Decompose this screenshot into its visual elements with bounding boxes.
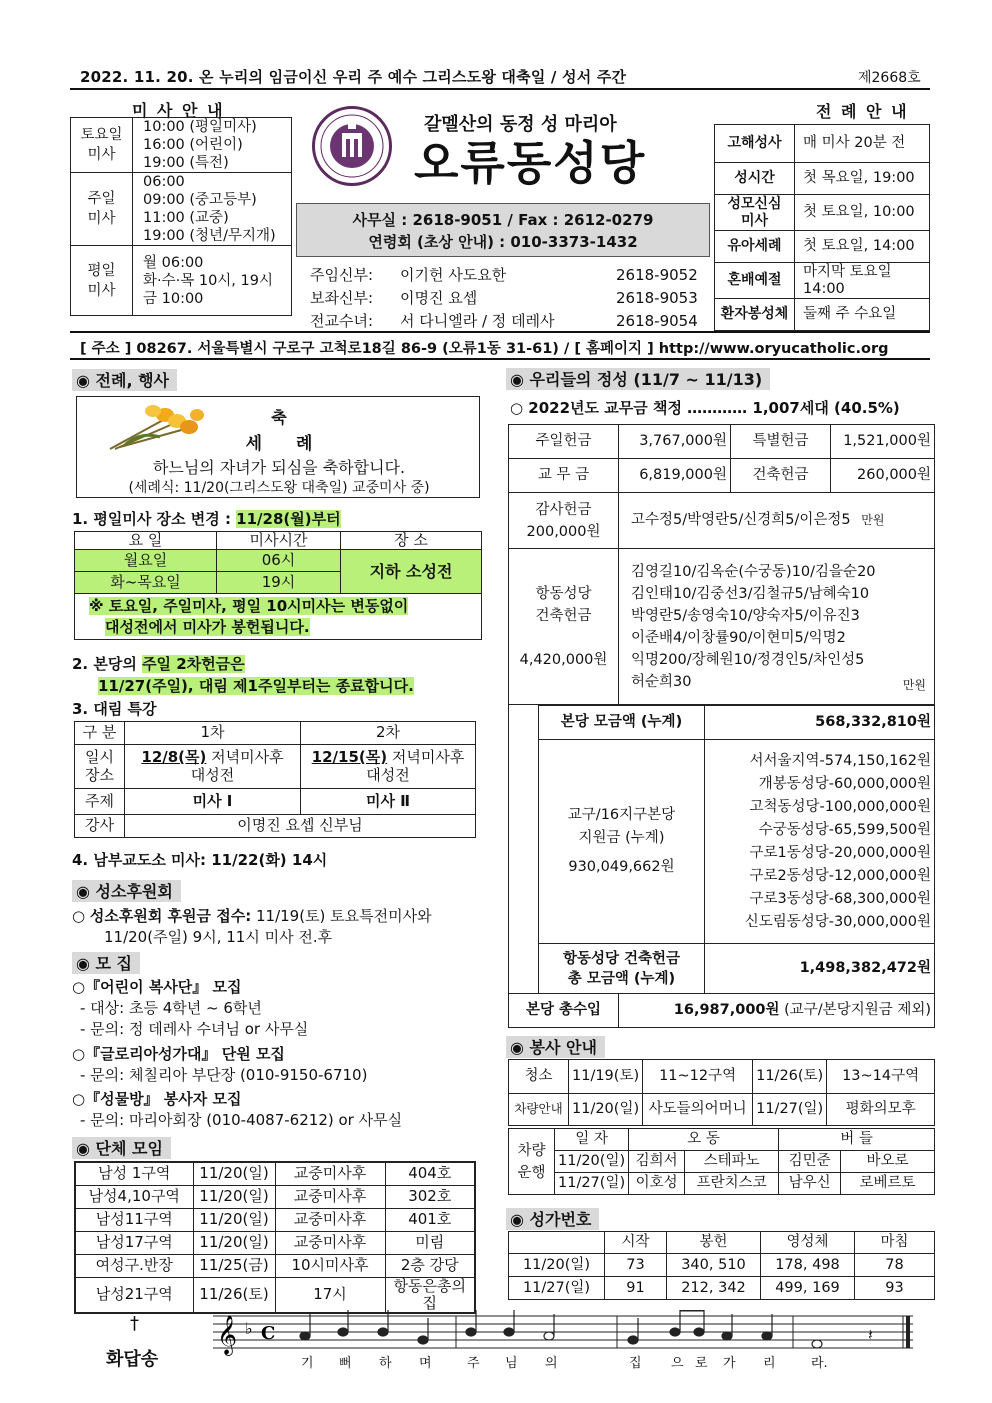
sh-r1-date: 11/20(일) — [555, 1151, 629, 1173]
hymn-head: 시작 — [605, 1232, 667, 1254]
hymn-cell: 73 — [605, 1254, 667, 1277]
lt-theme-2: 미사 Ⅱ — [301, 789, 476, 815]
mass-day: 주일 미사 — [71, 173, 133, 246]
wm-note-1: ※ 토요일, 주일미사, 평일 10시미사는 변동없이 — [89, 596, 409, 615]
sh-r2-a: 이호성 — [629, 1173, 685, 1195]
notice-1-title: 1. 평일미사 장소 변경 : — [72, 510, 237, 528]
lt-c1-date: 12/8(목) — [141, 748, 207, 767]
support-parish-line: 구로2동성당-12,000,000원 — [749, 867, 931, 884]
liturgy-key: 환자봉성체 — [715, 299, 795, 331]
note — [670, 1328, 680, 1336]
recruit-list — [72, 977, 402, 1131]
liturgy-key: 유아세례 — [715, 231, 795, 263]
of-r1-v2: 1,521,000원 — [831, 425, 935, 459]
lyric-syllable: 로 — [695, 1356, 708, 1371]
baptism-t3: 하느님의 자녀가 되심을 축하합니다. — [152, 458, 406, 477]
note — [418, 1336, 428, 1344]
of-thanks-unit: 만원 — [861, 513, 885, 528]
service-title: ◉ 봉사 안내 — [506, 1036, 605, 1058]
group-cell: 남성 1구역 — [75, 1162, 193, 1185]
group-row — [75, 1277, 475, 1313]
svg-text:♭: ♭ — [245, 1319, 253, 1338]
of-total-key: 본당 모금액 (누계) — [539, 706, 705, 740]
sh-key: 차량 운행 — [509, 1129, 555, 1195]
rest: 𝄽 — [868, 1325, 873, 1344]
hymn-cell: 499, 169 — [761, 1277, 855, 1300]
lyric-syllable: 리 — [763, 1356, 776, 1371]
group-cell: 교중미사후 — [275, 1208, 385, 1231]
top-rule — [70, 331, 930, 333]
hymn-title: ◉ 성가번호 — [506, 1208, 599, 1230]
group-cell: 302호 — [385, 1185, 475, 1208]
lyric-syllable: 기 — [301, 1356, 314, 1371]
build-donor-line: 이준배4/이창률90/이현미5/익명2 — [631, 629, 846, 646]
wm-day-1: 월요일 — [75, 550, 217, 572]
notice-3-title: 3. 대림 특강 — [72, 700, 157, 718]
weekday-mass-table — [74, 531, 482, 640]
staff-list — [310, 264, 710, 333]
association-phone: 연령회 (초상 안내) : 010-3373-1432 — [368, 233, 638, 251]
mass-times: 10:00 (평일미사) 16:00 (어린이) 19:00 (특전) — [133, 118, 292, 173]
lyric-syllable: 라. — [811, 1356, 828, 1371]
parish-seal — [312, 106, 392, 186]
parish-name: 오류동성당 — [414, 136, 647, 190]
support-parish-line: 수궁동성당-65,599,500원 — [758, 821, 931, 838]
lt-c1-time: 저녁미사후 — [206, 748, 284, 767]
date-line: 2022. 11. 20. 온 누리의 임금이신 우리 주 예수 그리스도왕 대축일 / 성서 주간 — [80, 68, 627, 86]
lt-c2-time: 저녁미사후 — [387, 748, 465, 767]
build-unit: 만원 — [902, 678, 926, 692]
psalm-lyrics — [213, 1352, 913, 1372]
group-cell: 교중미사후 — [275, 1231, 385, 1254]
note — [300, 1332, 310, 1340]
baptism-t2: 세 례 — [245, 434, 313, 454]
of-sub-list — [705, 740, 935, 944]
sv-clean-d2: 11/26(토) — [753, 1060, 827, 1094]
lecture-table — [74, 721, 476, 838]
sh-r2-c: 남우신 — [779, 1173, 841, 1195]
staff-name: 이명진 요셉 — [400, 289, 478, 307]
group-row — [75, 1162, 475, 1185]
build-donor-line: 박영란5/송영숙10/양숙자5/이유진3 — [631, 607, 860, 624]
group-cell: 11/20(일) — [193, 1231, 275, 1254]
recruit-1-b: - 문의: 정 데레사 수녀님 or 사무실 — [80, 1020, 309, 1038]
note — [722, 1332, 732, 1340]
support-title: ◉ 성소후원회 — [72, 880, 181, 902]
lt-h2: 1차 — [125, 722, 301, 745]
support-detail: 11/19(토) 토요특전미사와 — [251, 907, 432, 925]
groups-title: ◉ 단체 모임 — [72, 1137, 171, 1159]
of-r2-v1: 6,819,000원 — [619, 459, 731, 493]
of-grand-val: 1,498,382,472원 — [705, 944, 935, 994]
staff-name: 이기헌 사도요한 — [400, 266, 507, 284]
sv-clean-v2: 13~14구역 — [827, 1060, 935, 1094]
hymn-cell: 178, 498 — [761, 1254, 855, 1277]
offer-left-line — [508, 705, 509, 993]
of-sub-key: 교구/16지구본당 지원금 (누계) — [567, 807, 676, 846]
group-cell: 남성17구역 — [75, 1231, 193, 1254]
of-sub-amount: 930,049,662원 — [568, 859, 675, 875]
lyric-syllable: 으 — [671, 1356, 684, 1371]
support-parish-line: 신도림동성당-30,000,000원 — [744, 913, 931, 930]
group-cell: 11/25(금) — [193, 1254, 275, 1277]
staff-row — [310, 310, 710, 333]
lt-time-key: 일시 장소 — [75, 745, 125, 789]
build-donor-line: 김영길10/김옥순(수궁동)10/김을순20 — [631, 563, 876, 580]
group-row — [75, 1231, 475, 1254]
note — [338, 1328, 348, 1336]
of-r2-k2: 건축헌금 — [731, 459, 831, 493]
hymn-cell: 11/20(일) — [509, 1254, 605, 1277]
liturgy-value: 매 미사 20분 전 — [795, 125, 930, 163]
of-income-key: 본당 총수입 — [509, 994, 619, 1028]
sv-car-d2: 11/27(일) — [753, 1094, 827, 1126]
notice-2a: 2. 본당의 — [72, 655, 143, 673]
of-r1-k2: 특별헌금 — [731, 425, 831, 459]
of-total-val: 568,332,810원 — [705, 706, 935, 740]
hymn-cell: 340, 510 — [667, 1254, 761, 1277]
liturgy-value: 첫 목요일, 19:00 — [795, 163, 930, 195]
address-line: [ 주소 ] 08267. 서울특별시 구로구 고척로18길 86-9 (오류1동 31-61) / [ 홈페이지 ] http://www.oryucatholic.org — [80, 341, 889, 357]
lt-h1: 구 분 — [75, 722, 125, 745]
wm-note-2: 대성전에서 미사가 봉헌됩니다. — [105, 617, 310, 636]
group-cell: 2층 강당 — [385, 1254, 475, 1277]
group-cell: 401호 — [385, 1208, 475, 1231]
group-cell: 11/20(일) — [193, 1185, 275, 1208]
group-cell: 11/20(일) — [193, 1208, 275, 1231]
hymn-cell: 93 — [855, 1277, 935, 1300]
sh-h2: 오 동 — [629, 1129, 779, 1151]
support-parish-line: 개봉동성당-60,000,000원 — [758, 775, 931, 792]
sv-car-v2: 평화의모후 — [827, 1094, 935, 1126]
liturgy-value: 첫 토요일, 14:00 — [795, 231, 930, 263]
sh-r1-a: 김희서 — [629, 1151, 685, 1173]
staff-role: 주임신부: — [310, 266, 374, 284]
sh-h3: 버 들 — [779, 1129, 935, 1151]
of-thanks-val: 고수정5/박영란5/신경희5/이은정5 — [631, 512, 851, 529]
psalm-cross: † — [130, 1313, 139, 1334]
lyric-syllable: 주 — [467, 1356, 480, 1371]
recruit-3-head: ○『성물방』 봉사자 모집 — [72, 1090, 242, 1108]
wm-place: 지하 소성전 — [341, 550, 482, 594]
baptism-t4: (세례식: 11/20(그리스도왕 대축일) 교중미사 중) — [128, 480, 430, 496]
liturgy-title: 전 례 안 내 — [816, 102, 909, 121]
lyric-syllable: 가 — [723, 1356, 736, 1371]
mass-title: 미 사 안 내 — [132, 101, 225, 120]
sh-r2-date: 11/27(일) — [555, 1173, 629, 1195]
wm-day-2: 화~목요일 — [75, 572, 217, 594]
note — [544, 1332, 554, 1340]
service-table — [508, 1059, 935, 1126]
recruit-2-a: - 문의: 체칠리아 부단장 (010-9150-6710) — [80, 1066, 368, 1084]
notice-4: 4. 남부교도소 미사: 11/22(화) 14시 — [72, 851, 328, 869]
hymn-table — [508, 1231, 935, 1300]
sv-clean-v1: 11~12구역 — [643, 1060, 753, 1094]
shuttle-table — [508, 1128, 935, 1195]
mass-day: 토요일 미사 — [71, 118, 133, 173]
income-table — [508, 993, 935, 1028]
liturgy-value: 마지막 토요일 14:00 — [795, 263, 930, 299]
support-parish-line: 서서울지역-574,150,162원 — [749, 752, 931, 769]
liturgy-table — [714, 124, 930, 331]
group-row — [75, 1208, 475, 1231]
groups-table — [74, 1161, 476, 1314]
sv-car-v1: 사도들의어머니 — [643, 1094, 753, 1126]
group-cell: 11/26(토) — [193, 1277, 275, 1313]
svg-text:C: C — [261, 1323, 276, 1344]
of-r2-k1: 교 무 금 — [509, 459, 619, 493]
build-donor-line: 김인태10/김중선3/김철규5/남혜숙10 — [631, 585, 870, 602]
sh-r1-d: 바오로 — [841, 1151, 935, 1173]
staff-row — [310, 287, 710, 310]
header-rule — [70, 88, 930, 90]
of-r2-v2: 260,000원 — [831, 459, 935, 493]
group-cell: 404호 — [385, 1162, 475, 1185]
note — [762, 1332, 772, 1340]
group-cell: 10시미사후 — [275, 1254, 385, 1277]
group-cell: 남성11구역 — [75, 1208, 193, 1231]
support-parish-line: 구로1동성당-20,000,000원 — [749, 844, 931, 861]
group-cell: 항동은총의집 — [385, 1277, 475, 1313]
lt-h3: 2차 — [301, 722, 476, 745]
liturgy-value: 둘째 주 수요일 — [795, 299, 930, 331]
lt-theme-1: 미사 Ⅰ — [125, 789, 301, 815]
sh-r2-d: 로베르토 — [841, 1173, 935, 1195]
mass-day: 평일 미사 — [71, 246, 133, 316]
mass-times: 월 06:00 화·수·목 10시, 19시 금 10:00 — [133, 246, 292, 316]
of-r1-k1: 주일헌금 — [509, 425, 619, 459]
liturgy-key: 성시간 — [715, 163, 795, 195]
budget-line: ○ 2022년도 교무금 책정 ………… 1,007세대 (40.5%) — [510, 399, 900, 417]
staff-phone: 2618-9053 — [616, 289, 698, 307]
staff-role: 전교수녀: — [310, 312, 374, 330]
office-phone: 사무실 : 2618-9051 / Fax : 2612-0279 — [352, 211, 654, 229]
sv-clean-k: 청소 — [509, 1060, 569, 1094]
support-line-2: 11/20(주일) 9시, 11시 미사 전.후 — [104, 928, 333, 946]
sh-r1-b: 스테파노 — [685, 1151, 779, 1173]
svg-text:𝄞: 𝄞 — [217, 1315, 238, 1355]
wm-h2: 미사시간 — [217, 532, 341, 550]
wm-h1: 요 일 — [75, 532, 217, 550]
liturgy-value: 첫 토요일, 10:00 — [795, 195, 930, 231]
of-r1-v1: 3,767,000원 — [619, 425, 731, 459]
liturgy-key: 고해성사 — [715, 125, 795, 163]
hymn-cell: 91 — [605, 1277, 667, 1300]
notice-1-date: 11/28(월)부터 — [236, 510, 341, 528]
support-text — [72, 906, 432, 948]
of-thanks-key: 감사헌금 200,000원 — [509, 493, 619, 549]
of-grand-key: 항동성당 건축헌금 총 모금액 (누계) — [539, 944, 705, 994]
staff-role: 보좌신부: — [310, 289, 374, 307]
wm-time-2: 19시 — [217, 572, 341, 594]
sv-clean-d1: 11/19(토) — [569, 1060, 643, 1094]
lt-lect-key: 강사 — [75, 815, 125, 838]
support-parish-line: 구로3동성당-68,300,000원 — [749, 890, 931, 907]
lyric-syllable: 의 — [545, 1356, 558, 1371]
lt-lecturer: 이명진 요셉 신부님 — [125, 815, 476, 838]
lyric-syllable: 님 — [505, 1356, 518, 1371]
lt-theme-key: 주제 — [75, 789, 125, 815]
issue-number: 제2668호 — [858, 70, 921, 86]
notice-1 — [72, 508, 341, 529]
of-build-key: 항동성당 건축헌금 4,420,000원 — [509, 549, 619, 705]
group-cell: 남성4,10구역 — [75, 1185, 193, 1208]
recruit-1-a: - 대상: 초등 4학년 ~ 6학년 — [80, 999, 262, 1017]
recruit-3-a: - 문의: 마리아회장 (010-4087-6212) or 사무실 — [80, 1111, 403, 1129]
sh-r2-b: 프란치스코 — [685, 1173, 779, 1195]
lt-c2-place: 대성전 — [366, 765, 410, 784]
wm-time-1: 06시 — [217, 550, 341, 572]
parish-subtitle: 갈멜산의 동정 성 마리아 — [424, 114, 617, 135]
support-label: 성소후원회 후원금 접수: — [89, 907, 252, 925]
note — [504, 1328, 514, 1336]
support-parish-line: 고척동성당-100,000,000원 — [749, 798, 931, 815]
group-row — [75, 1185, 475, 1208]
support-bullet: ○ — [72, 907, 90, 925]
build-donor-line: 익명200/장혜원10/정경인5/차인성5 — [631, 651, 865, 668]
group-cell: 교중미사후 — [275, 1185, 385, 1208]
liturgy-key: 성모신심 미사 — [715, 195, 795, 231]
liturgy-key: 혼배예절 — [715, 263, 795, 299]
offer-table — [508, 424, 935, 705]
hymn-cell: 78 — [855, 1254, 935, 1277]
address-rule — [70, 358, 930, 360]
group-row — [75, 1254, 475, 1277]
hymn-cell: 212, 342 — [667, 1277, 761, 1300]
mass-times: 06:00 09:00 (중고등부) 11:00 (교중) 19:00 (청년/무지개) — [133, 173, 292, 246]
lt-c2-date: 12/15(목) — [311, 748, 388, 767]
baptism-t1: 축 — [271, 408, 287, 427]
offer-sub-table — [538, 705, 935, 994]
hymn-cell: 11/27(일) — [509, 1277, 605, 1300]
sv-car-d1: 11/20(일) — [569, 1094, 643, 1126]
sh-r1-c: 김민준 — [779, 1151, 841, 1173]
staff-name: 서 다니엘라 / 정 데레사 — [400, 312, 555, 330]
recruit-title: ◉ 모 집 — [72, 952, 140, 974]
group-cell: 남성21구역 — [75, 1277, 193, 1313]
contact-box — [296, 203, 710, 257]
group-cell: 17시 — [275, 1277, 385, 1313]
baptism-box — [76, 396, 480, 498]
build-donor-line: 허순희30 — [631, 673, 692, 690]
recruit-2-head: ○『글로리아성가대』 단원 모집 — [72, 1045, 285, 1063]
group-cell: 미림 — [385, 1231, 475, 1254]
lyric-syllable: 며 — [419, 1356, 432, 1371]
note — [378, 1328, 388, 1336]
of-build-list — [619, 549, 935, 705]
staff-phone: 2618-9054 — [616, 312, 698, 330]
wm-h3: 장 소 — [341, 532, 482, 550]
psalm-label: 화답송 — [106, 1349, 159, 1370]
hymn-head: 봉헌 — [667, 1232, 761, 1254]
notice-2b: 주일 2차헌금은 — [142, 655, 245, 673]
sv-car-k: 차량안내 — [509, 1094, 569, 1126]
note — [694, 1328, 704, 1336]
lyric-syllable: 집 — [629, 1356, 642, 1371]
staff-phone: 2618-9052 — [616, 266, 698, 284]
hymn-head — [509, 1232, 605, 1254]
note — [466, 1328, 476, 1336]
events-title: ◉ 전례, 행사 — [72, 369, 177, 391]
staff-row — [310, 264, 710, 287]
recruit-1-head: ○『어린이 복사단』 모집 — [72, 978, 242, 996]
hymn-head: 영성체 — [761, 1232, 855, 1254]
group-cell: 여성구.반장 — [75, 1254, 193, 1277]
lyric-syllable: 뻐 — [339, 1356, 352, 1371]
sh-h1: 일 자 — [555, 1129, 629, 1151]
offer-title: ◉ 우리들의 정성 (11/7 ~ 11/13) — [506, 368, 770, 390]
of-income-note: (교구/본당지원금 제외) — [779, 1002, 931, 1019]
group-cell: 11/20(일) — [193, 1162, 275, 1185]
hymn-head: 마침 — [855, 1232, 935, 1254]
group-cell: 교중미사후 — [275, 1162, 385, 1185]
note — [628, 1336, 638, 1344]
note — [812, 1340, 822, 1348]
lyric-syllable: 하 — [379, 1356, 392, 1371]
mass-table — [70, 117, 292, 316]
lt-c1-place: 대성전 — [190, 765, 235, 784]
of-income-val: 16,987,000원 — [673, 1002, 780, 1019]
notice-2 — [72, 653, 414, 697]
notice-2c: 11/27(주일), 대림 제1주일부터는 종료합니다. — [98, 677, 414, 695]
